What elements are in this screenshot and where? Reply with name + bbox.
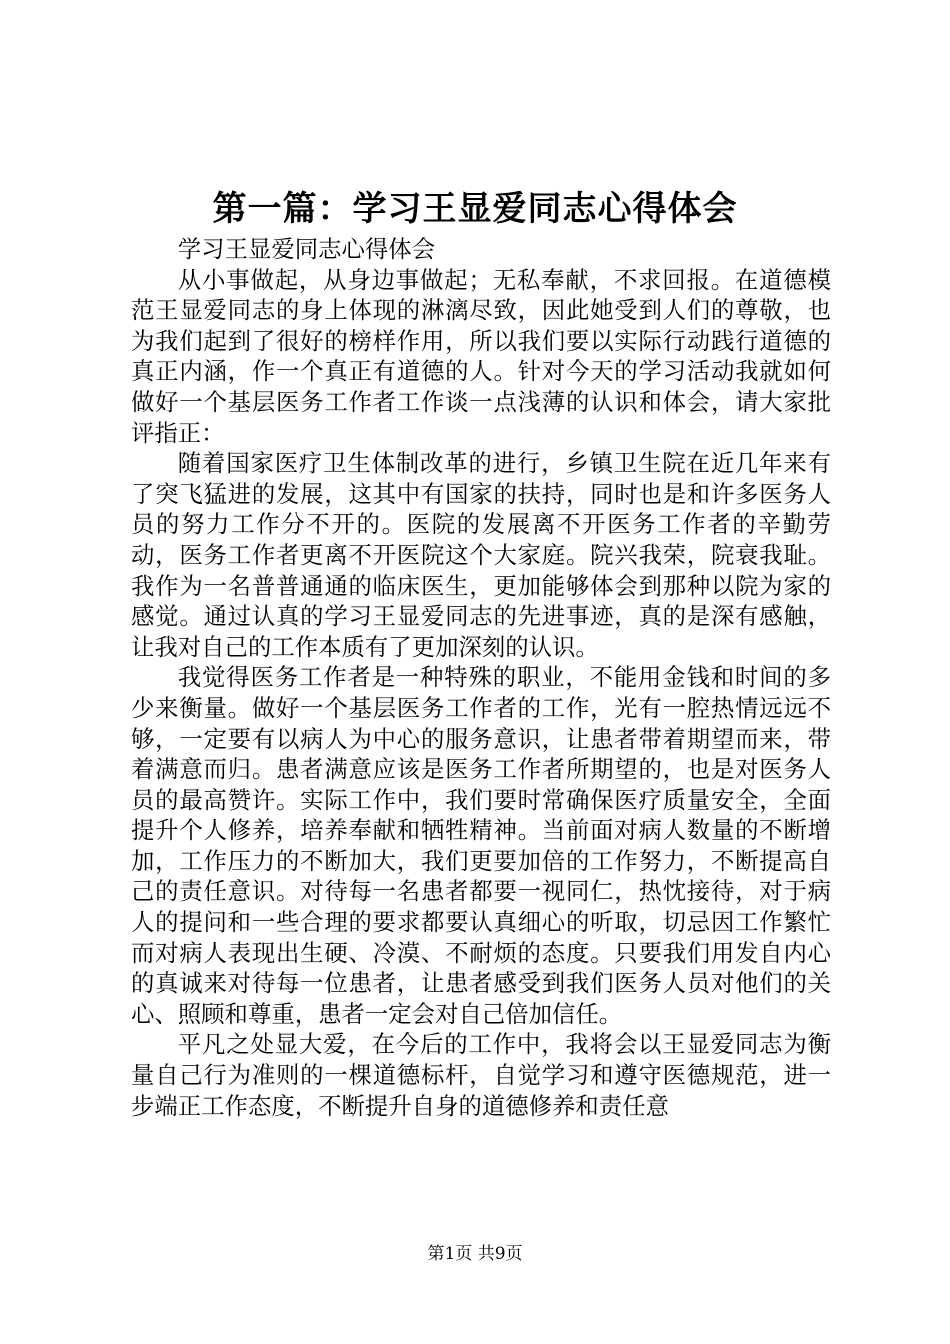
document-title: 第一篇：学习王显爱同志心得体会 [212,189,738,229]
document-body [131,234,831,1121]
body-paragraph: 平凡之处显大爱，在今后的工作中，我将会以王显爱同志为衡量自己行为准则的一棵道德标杆，自觉学习和遵守医德规范，进一步端正工作态度，不断提升自身的道德修养和责任意 [131,1030,831,1120]
body-paragraph: 从小事做起，从身边事做起；无私奉献，不求回报。在道德模范王显爱同志的身上体现的淋漓尽致，因此她受到人们的尊敬，也为我们起到了很好的榜样作用，所以我们要以实际行动践行道德的真正内涵，作一个真正有道德的人。针对今天的学习活动我就如何做好一个基层医务工作者工作谈一点浅薄的认识和体会，请大家批评指正： [131,265,831,447]
body-paragraph: 我觉得医务工作者是一种特殊的职业，不能用金钱和时间的多少来衡量。做好一个基层医务工作者的工作，光有一腔热情远远不够，一定要有以病人为中心的服务意识，让患者带着期望而来，带着满意而归。患者满意应该是医务工作者所期望的，也是对医务人员的最高赞许。实际工作中，我们要时常确保医疗质量安全，全面提升个人修养，培养奉献和牺牲精神。当前面对病人数量的不断增加，工作压力的不断加大，我们更要加倍的工作努力，不断提高自己的责任意识。对待每一名患者都要一视同仁，热忱接待，对于病人的提问和一些合理的要求都要认真细心的听取，切忌因工作繁忙而对病人表现出生硬、冷漠、不耐烦的态度。只要我们用发自内心的真诚来对待每一位患者，让患者感受到我们医务人员对他们的关心、照顾和尊重，患者一定会对自己倍加信任。 [131,663,831,1028]
body-paragraph: 随着国家医疗卫生体制改革的进行，乡镇卫生院在近几年来有了突飞猛进的发展，这其中有国家的扶持，同时也是和许多医务人员的努力工作分不开的。医院的发展离不开医务工作者的辛勤劳动，医务工作者更离不开医院这个大家庭。院兴我荣，院衰我耻。我作为一名普普通通的临床医生，更加能够体会到那种以院为家的感觉。通过认真的学习王显爱同志的先进事迹，真的是深有感触，让我对自己的工作本质有了更加深刻的认识。 [131,449,831,661]
subtitle-paragraph: 学习王显爱同志心得体会 [177,235,436,263]
page-number-footer: 第1页 共9页 [427,1244,523,1264]
